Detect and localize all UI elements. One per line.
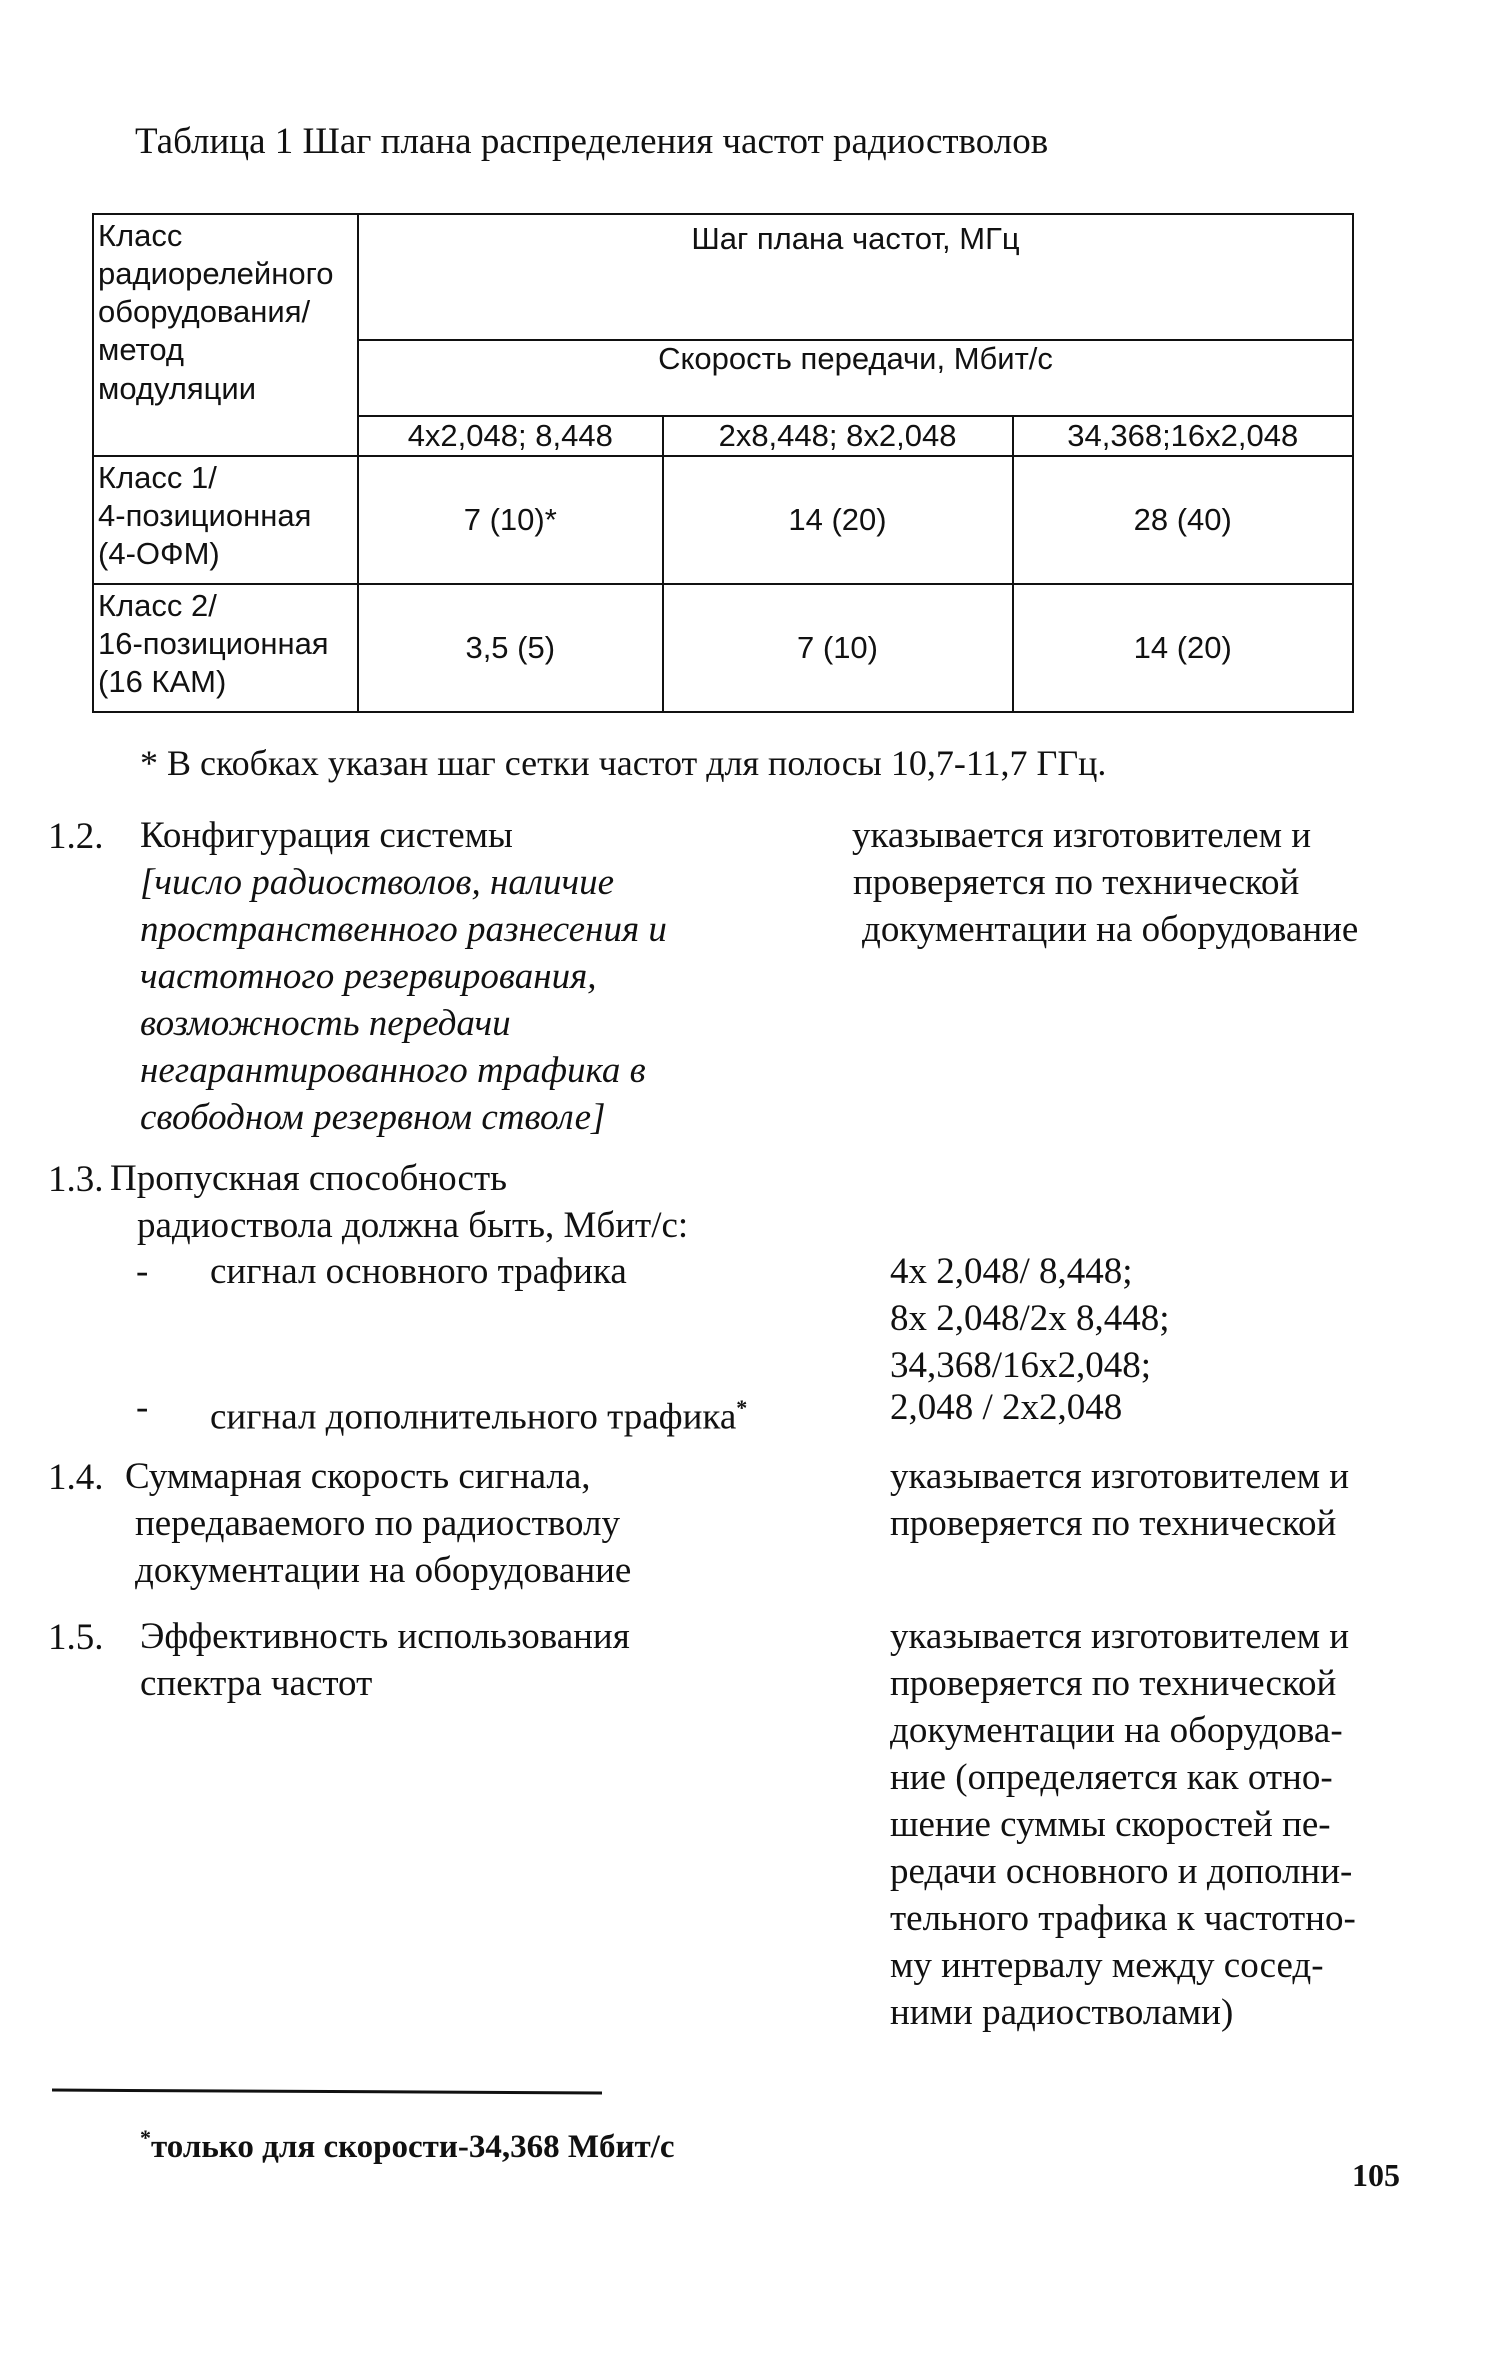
footnote [140,2125,675,2166]
item-1-4-description: Суммарная скорость сигнала, передаваемого по радиостволу документации на оборудование [125,1456,632,1591]
footnote-text: только для скорости-34,368 Мбит/с [151,2129,675,2165]
item-1-3-main-traffic-label: сигнал основного трафика [210,1251,627,1292]
item-1-5-description: Эффективность использования спектра частот [140,1616,630,1704]
table-header-class-method: Класс радиорелейного оборудования/ метод модуляции [93,214,358,456]
footnote-mark: * [736,1395,748,1420]
item-1-2-title: Конфигурация системы [140,815,513,856]
frequency-plan-table [92,213,1354,713]
item-1-3-extra-traffic-value: 2,048 / 2х2,048 [890,1387,1123,1428]
item-1-4-value: указывается изготовителем и проверяется по технической [890,1456,1350,1544]
table-caption: Таблица 1 Шаг плана распределения частот радиостволов [135,121,1049,162]
table-cell: 14 (20) [1013,584,1353,712]
table-cell: 28 (40) [1013,456,1353,584]
table-group-header: Шаг плана частот, МГц [358,214,1353,340]
page-number: 105 [1352,2157,1400,2193]
item-1-2-value: указывается изготовителем и проверяется по технической документации на оборудование [852,815,1359,950]
item-1-3-dash-2: - [136,1387,149,1428]
rate-header-2: 2х8,448; 8х2,048 [663,416,1013,456]
table-sub-header: Скорость передачи, Мбит/с [358,340,1353,416]
row-label-class-2: Класс 2/ 16-позиционная (16 КАМ) [93,584,358,712]
rate-header-1: 4х2,048; 8,448 [358,416,663,456]
item-1-3-extra-traffic-label: сигнал дополнительного трафика* [210,1395,748,1438]
item-1-3-title: Пропускная способность радиоствола должна быть, Мбит/с: [110,1158,689,1246]
item-number-1-3: 1.3. [48,1159,104,1200]
item-number-1-2: 1.2. [48,816,104,857]
footnote-divider [52,2089,602,2095]
table-row [93,456,1353,584]
item-1-3-main-traffic-values: 4х 2,048/ 8,448; 8х 2,048/2х 8,448; 34,368/16х2,048; [890,1251,1170,1386]
item-number-1-4: 1.4. [48,1457,104,1498]
footnote-mark: * [140,2125,151,2150]
item-1-2-description: Конфигурация системы [число радиостволов, наличие пространственного разнесения и частотного резервирования, возможность передачи негарантированного трафика в свободном резервном стволе] [140,812,667,1141]
row-label-class-1: Класс 1/ 4-позиционная (4-ОФМ) [93,456,358,584]
table-note: * В скобках указан шаг сетки частот для полосы 10,7-11,7 ГГц. [140,743,1107,783]
table-cell: 7 (10) [663,584,1013,712]
item-number-1-5: 1.5. [48,1617,104,1658]
rate-header-3: 34,368;16х2,048 [1013,416,1353,456]
table-cell: 7 (10)* [358,456,663,584]
item-1-3-dash-1: - [136,1251,149,1292]
item-1-5-value: указывается изготовителем и проверяется по технической документации на оборудова- ние (определяется как отно- шение суммы скоростей пе- редачи основного и дополни- тельного трафика к частотно- му интервалу между сосед- ними радиостволами) [890,1616,1356,2033]
table-cell: 3,5 (5) [358,584,663,712]
table-row [93,584,1353,712]
table-cell: 14 (20) [663,456,1013,584]
